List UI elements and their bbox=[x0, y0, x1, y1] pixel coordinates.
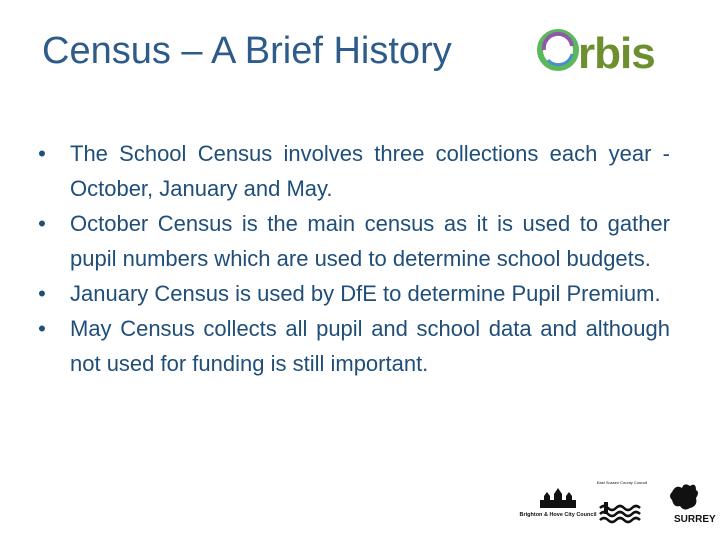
bullet-list bbox=[30, 136, 670, 381]
svg-text:rbis: rbis bbox=[578, 29, 655, 78]
slide-title: Census – A Brief History bbox=[42, 30, 452, 72]
bullet-marker: • bbox=[38, 316, 46, 341]
bullet-marker: • bbox=[38, 281, 46, 306]
bullet-item bbox=[30, 136, 670, 206]
east-sussex-logo bbox=[597, 480, 648, 522]
east-sussex-name: East Sussex County Council bbox=[596, 480, 648, 485]
brighton-hove-name: Brighton & Hove City Council bbox=[519, 512, 597, 518]
brighton-hove-logo bbox=[520, 488, 597, 518]
orbis-logo bbox=[534, 20, 686, 76]
surrey-name: SURREY bbox=[674, 514, 716, 525]
surrey-logo bbox=[670, 484, 716, 525]
bullet-item bbox=[30, 311, 670, 381]
bullet-text: May Census collects all pupil and school data and although not used for funding is still important. bbox=[70, 316, 670, 376]
bullet-item bbox=[30, 206, 670, 276]
bullet-text: The School Census involves three collections each year - October, January and May. bbox=[70, 141, 670, 201]
bullet-marker: • bbox=[38, 141, 46, 166]
bullet-item bbox=[30, 276, 670, 311]
bullet-marker: • bbox=[38, 211, 46, 236]
bullet-text: October Census is the main census as it is used to gather pupil numbers which are used to determine school budgets. bbox=[70, 211, 670, 271]
bullet-text: January Census is used by DfE to determine Pupil Premium. bbox=[70, 281, 661, 306]
partner-logos bbox=[519, 478, 720, 530]
